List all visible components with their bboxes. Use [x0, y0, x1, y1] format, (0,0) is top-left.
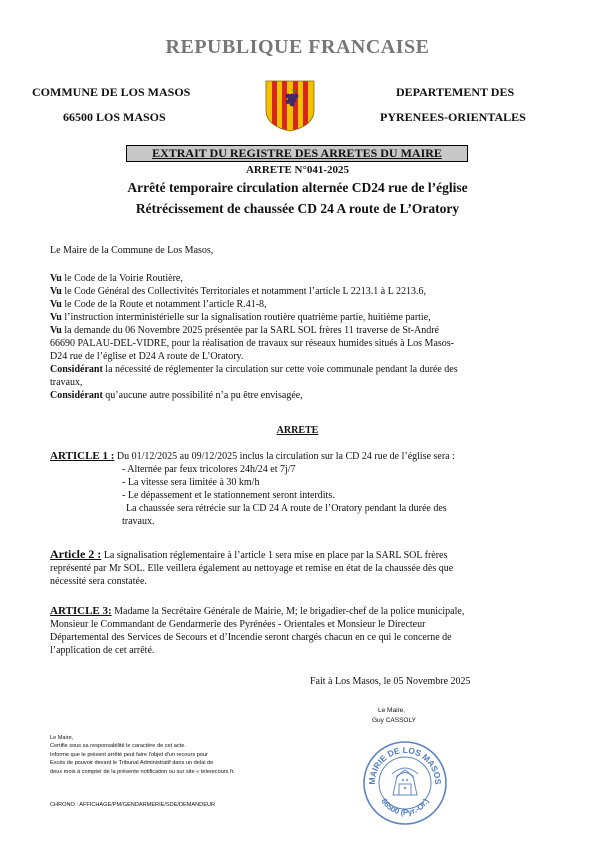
- vu-line: [50, 311, 520, 324]
- vu-keyword: Vu: [50, 325, 62, 336]
- signature-role: Le Maire,: [378, 707, 406, 714]
- certification-line: Excès de pouvoir devant le Tribunal Administratif dans un delai de: [50, 760, 214, 767]
- article-2-continuation: nécessité sera constatée.: [50, 576, 147, 587]
- vu-line: [50, 272, 520, 285]
- article-2-continuation: représenté par Mr SOL. Elle veillera également au nettoyage et remise en état de la chaussée dès que: [50, 563, 454, 574]
- legal-basis-list: [50, 272, 520, 402]
- arrete-heading: ARRETE: [276, 425, 319, 436]
- chrono-distribution: CHRONO : AFFICHAGE/PM/GENDARMERIE/SDE/DEMANDEUR: [50, 802, 216, 808]
- mayor-intro: Le Maire de la Commune de Los Masos,: [50, 245, 214, 256]
- article-2-text: La signalisation réglementaire à l’article 1 sera mise en place par la SARL SOL frères: [101, 550, 448, 561]
- article-2-label: Article 2 :: [50, 547, 102, 561]
- article-1-bullet: - Le dépassement et le stationnement seront interdits.: [122, 490, 335, 501]
- vu-text: l’instruction interministérielle sur la signalisation routière quatrième partie, huitième partie,: [61, 312, 431, 323]
- vu-keyword: Vu: [50, 286, 62, 297]
- place-and-date: Fait à Los Masos, le 05 Novembre 2025: [310, 676, 471, 687]
- vu-keyword: Vu: [50, 299, 62, 310]
- article-3-text: Madame la Secrétaire Générale de Mairie, M; le brigadier-chef de la police municipale,: [111, 606, 465, 617]
- vu-continuation: D24 rue de l’église et D24 A route de L’Oratory.: [50, 351, 244, 362]
- certification-line: Informe que le présent arrêté peut faire l'objet d'un recours pour: [50, 751, 208, 758]
- certification-line: Le Maire,: [50, 735, 74, 741]
- vu-text: le Code Général des Collectivités Territoriales et notamment l’article L 2213.1 à L 2213.6,: [61, 286, 426, 297]
- vu-line: [50, 285, 520, 298]
- svg-text:MAIRIE DE LOS MASOS: MAIRIE DE LOS MASOS: [366, 744, 444, 785]
- certification-line: Certifie sous sa responsabilité le caractère de cet acte.: [50, 743, 186, 750]
- signature-name: Guy CASSOLY: [372, 717, 416, 724]
- article-2: [50, 548, 550, 588]
- vu-text: le Code de la Voirie Routière,: [61, 273, 183, 284]
- article-1-label: ARTICLE 1 :: [50, 450, 115, 462]
- vu-line: [50, 298, 520, 311]
- certification-block: [50, 734, 330, 776]
- article-1: [50, 450, 540, 528]
- certification-line: deux mois à compter de la présente notification ou sur site « telerecours fr.: [50, 768, 235, 775]
- vu-keyword: Vu: [50, 312, 62, 323]
- decree-subject-line-1: Arrêté temporaire circulation alternée CD24 rue de l’église: [127, 180, 468, 195]
- considerant-text: la nécessité de réglementer la circulation sur cette voie communale pendant la durée des: [102, 364, 458, 375]
- article-3-continuation: l’application de cet arrêté.: [50, 645, 155, 656]
- registry-extract-banner: EXTRAIT DU REGISTRE DES ARRETES DU MAIRE: [126, 145, 468, 162]
- document-title: REPUBLIQUE FRANCAISE: [165, 36, 430, 58]
- article-3-continuation: Départemental des Services de Secours et d’Incendie seront chargés chacun en ce qui le concerne de: [50, 632, 452, 643]
- article-1-bullet: - Alternée par feux tricolores 24h/24 et 7j/7: [122, 464, 296, 475]
- vu-continuation: 66690 PALAU-DEL-VIDRE, pour la réalisation de travaux sur réseaux humides situés à Los Masos-: [50, 338, 454, 349]
- decree-subject-line-2: Rétrécissement de chaussée CD 24 A route de L’Oratory: [135, 201, 460, 216]
- article-3-label: ARTICLE 3:: [50, 605, 112, 617]
- svg-text:66500 (Pyr.-Or.): 66500 (Pyr.-Or.): [379, 796, 431, 818]
- considerant-keyword: Considérant: [50, 390, 103, 401]
- decree-number: ARRETE N°041-2025: [245, 164, 350, 176]
- article-1-bullet: - La vitesse sera limitée à 30 km/h: [122, 477, 260, 488]
- vu-line: [50, 324, 520, 337]
- vu-keyword: Vu: [50, 273, 62, 284]
- considerant-keyword: Considérant: [50, 364, 103, 375]
- article-1-extra: travaux.: [122, 516, 155, 527]
- considerant-continuation: travaux,: [50, 377, 83, 388]
- coat-of-arms-icon: [265, 80, 315, 132]
- department-label: DEPARTEMENT DES: [396, 85, 515, 99]
- town-hall-stamp-icon: [362, 740, 448, 826]
- considerant-text: qu’aucune autre possibilité n’a pu être envisagée,: [102, 390, 303, 401]
- vu-text: la demande du 06 Novembre 2025 présentée par la SARL SOL frères 11 traverse de St-André: [61, 325, 439, 336]
- considerant-line: [50, 389, 520, 402]
- article-1-extra: La chaussée sera rétrécie sur la CD 24 A route de l’Oratory pendant la durée des: [126, 503, 447, 514]
- vu-text: le Code de la Route et notamment l’article R.41-8,: [61, 299, 267, 310]
- article-3-continuation: Monsieur le Commandant de Gendarmerie des Pyrénées - Orientales et Monsieur le Directeur: [50, 619, 426, 630]
- commune-postcode: 66500 LOS MASOS: [63, 110, 166, 124]
- article-3: [50, 605, 560, 657]
- department-name: PYRENEES-ORIENTALES: [380, 110, 526, 124]
- commune-name: COMMUNE DE LOS MASOS: [32, 85, 191, 99]
- considerant-line: [50, 363, 520, 376]
- article-1-text: Du 01/12/2025 au 09/12/2025 inclus la circulation sur la CD 24 rue de l’église sera :: [114, 451, 455, 462]
